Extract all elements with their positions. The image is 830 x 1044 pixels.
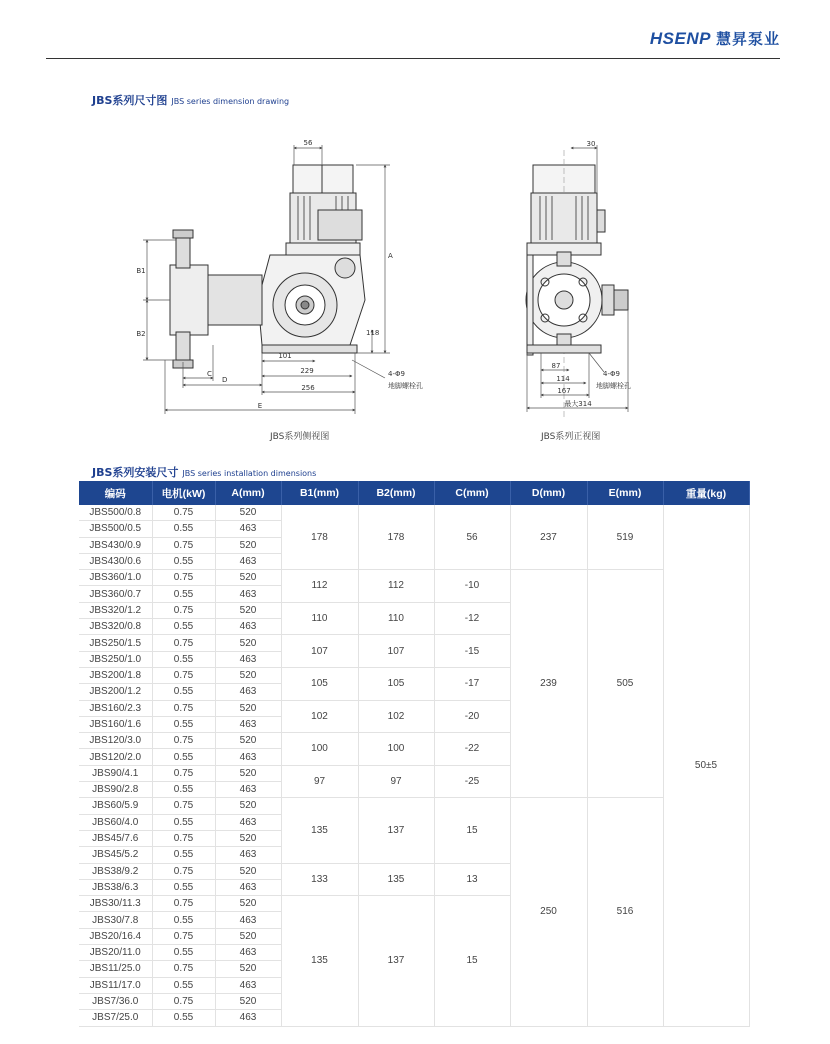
label-max314: 最大314	[564, 400, 592, 408]
cell-a: 520	[215, 602, 281, 618]
label-anchor-front: 地脚螺栓孔	[596, 382, 631, 390]
cell-d: 237	[510, 505, 587, 570]
cell-a: 520	[215, 798, 281, 814]
side-view-caption: JBS系列侧视图	[270, 432, 330, 442]
table-row	[79, 570, 749, 586]
cell-b2: 112	[358, 570, 434, 603]
cell-c: 15	[434, 896, 510, 1026]
cell-c: -25	[434, 765, 510, 798]
cell-motor: 0.75	[152, 928, 215, 944]
cell-motor: 0.75	[152, 700, 215, 716]
cell-code: JBS320/0.8	[79, 619, 152, 635]
cell-code: JBS500/0.5	[79, 521, 152, 537]
cell-motor: 0.55	[152, 977, 215, 993]
label-holes-side: 4-Φ9	[388, 370, 405, 378]
cell-code: JBS30/7.8	[79, 912, 152, 928]
cell-motor: 0.55	[152, 619, 215, 635]
cell-a: 463	[215, 521, 281, 537]
cell-a: 463	[215, 977, 281, 993]
column-header: E(mm)	[587, 481, 663, 505]
cell-a: 520	[215, 733, 281, 749]
cell-b2: 137	[358, 896, 434, 1026]
drawing-title-en: JBS series dimension drawing	[171, 97, 290, 106]
cell-motor: 0.75	[152, 505, 215, 521]
label-118: 118	[366, 329, 380, 337]
cell-motor: 0.55	[152, 716, 215, 732]
label-holes-front: 4-Φ9	[603, 370, 620, 378]
cell-b1: 135	[281, 798, 358, 863]
cell-a: 520	[215, 961, 281, 977]
cell-motor: 0.55	[152, 553, 215, 569]
label-87: 87	[551, 362, 561, 370]
cell-a: 520	[215, 700, 281, 716]
cell-a: 463	[215, 782, 281, 798]
cell-c: -17	[434, 667, 510, 700]
cell-b1: 135	[281, 896, 358, 1026]
cell-motor: 0.75	[152, 667, 215, 683]
label-anchor-side: 地脚螺栓孔	[388, 382, 423, 390]
cell-a: 463	[215, 814, 281, 830]
cell-a: 463	[215, 749, 281, 765]
cell-b1: 102	[281, 700, 358, 733]
front-view-drawing	[526, 145, 628, 420]
cell-d: 239	[510, 570, 587, 798]
cell-weight: 50±5	[663, 505, 749, 1026]
drawing-title-cn: JBS系列尺寸图	[92, 94, 168, 107]
cell-motor: 0.55	[152, 847, 215, 863]
table-title-cn: JBS系列安装尺寸	[92, 466, 179, 479]
cell-code: JBS38/6.3	[79, 879, 152, 895]
cell-code: JBS11/25.0	[79, 961, 152, 977]
cell-motor: 0.55	[152, 782, 215, 798]
cell-code: JBS30/11.3	[79, 896, 152, 912]
cell-motor: 0.75	[152, 798, 215, 814]
cell-code: JBS45/5.2	[79, 847, 152, 863]
cell-motor: 0.75	[152, 635, 215, 651]
cell-code: JBS500/0.8	[79, 505, 152, 521]
cell-a: 520	[215, 667, 281, 683]
cell-a: 520	[215, 830, 281, 846]
cell-b1: 100	[281, 733, 358, 766]
cell-a: 463	[215, 553, 281, 569]
cell-code: JBS90/2.8	[79, 782, 152, 798]
cell-b2: 135	[358, 863, 434, 896]
cell-a: 520	[215, 896, 281, 912]
cell-b1: 107	[281, 635, 358, 668]
cell-a: 463	[215, 619, 281, 635]
cell-a: 520	[215, 993, 281, 1009]
column-header: 编码	[79, 481, 152, 505]
cell-motor: 0.75	[152, 896, 215, 912]
label-114: 114	[556, 375, 570, 383]
cell-b2: 97	[358, 765, 434, 798]
cell-a: 520	[215, 863, 281, 879]
cell-motor: 0.75	[152, 993, 215, 1009]
label-B2: B2	[136, 330, 146, 338]
cell-motor: 0.75	[152, 537, 215, 553]
label-C: C	[207, 370, 212, 378]
label-101: 101	[278, 352, 292, 360]
cell-a: 520	[215, 505, 281, 521]
cell-b1: 133	[281, 863, 358, 896]
cell-a: 520	[215, 928, 281, 944]
cell-motor: 0.75	[152, 863, 215, 879]
cell-code: JBS7/36.0	[79, 993, 152, 1009]
cell-b1: 178	[281, 505, 358, 570]
cell-b2: 178	[358, 505, 434, 570]
label-256: 256	[301, 384, 315, 392]
label-D: D	[222, 376, 228, 384]
column-header: A(mm)	[215, 481, 281, 505]
cell-code: JBS360/0.7	[79, 586, 152, 602]
cell-code: JBS200/1.8	[79, 667, 152, 683]
cell-motor: 0.75	[152, 733, 215, 749]
table-body	[79, 505, 749, 1026]
cell-b1: 112	[281, 570, 358, 603]
dimension-drawing	[0, 0, 830, 460]
cell-code: JBS430/0.6	[79, 553, 152, 569]
cell-code: JBS120/3.0	[79, 733, 152, 749]
label-B1: B1	[136, 267, 146, 275]
cell-code: JBS160/2.3	[79, 700, 152, 716]
cell-code: JBS38/9.2	[79, 863, 152, 879]
cell-c: -15	[434, 635, 510, 668]
cell-b2: 137	[358, 798, 434, 863]
cell-c: -10	[434, 570, 510, 603]
table-row	[79, 505, 749, 521]
column-header: B2(mm)	[358, 481, 434, 505]
cell-motor: 0.75	[152, 602, 215, 618]
front-view-caption: JBS系列正视图	[541, 432, 601, 442]
cell-a: 463	[215, 879, 281, 895]
table-title-en: JBS series installation dimensions	[182, 469, 317, 478]
table-row	[79, 798, 749, 814]
cell-c: 13	[434, 863, 510, 896]
column-header: 重量(kg)	[663, 481, 749, 505]
cell-a: 463	[215, 716, 281, 732]
installation-dimensions-table	[79, 481, 750, 1027]
cell-c: 56	[434, 505, 510, 570]
cell-motor: 0.75	[152, 765, 215, 781]
label-229: 229	[300, 367, 314, 375]
cell-motor: 0.55	[152, 1010, 215, 1026]
cell-motor: 0.55	[152, 814, 215, 830]
cell-b2: 107	[358, 635, 434, 668]
cell-e: 519	[587, 505, 663, 570]
cell-c: -20	[434, 700, 510, 733]
table-header-row	[79, 481, 749, 505]
cell-code: JBS360/1.0	[79, 570, 152, 586]
cell-code: JBS60/4.0	[79, 814, 152, 830]
cell-motor: 0.55	[152, 651, 215, 667]
cell-b2: 110	[358, 602, 434, 635]
cell-a: 463	[215, 651, 281, 667]
cell-code: JBS120/2.0	[79, 749, 152, 765]
cell-a: 463	[215, 847, 281, 863]
column-header: 电机(kW)	[152, 481, 215, 505]
cell-a: 463	[215, 684, 281, 700]
cell-code: JBS20/11.0	[79, 945, 152, 961]
cell-code: JBS90/4.1	[79, 765, 152, 781]
cell-b1: 110	[281, 602, 358, 635]
cell-code: JBS430/0.9	[79, 537, 152, 553]
label-A: A	[388, 252, 393, 260]
label-167: 167	[557, 387, 571, 395]
cell-c: 15	[434, 798, 510, 863]
cell-motor: 0.75	[152, 830, 215, 846]
cell-code: JBS250/1.5	[79, 635, 152, 651]
cell-a: 463	[215, 586, 281, 602]
label-56: 56	[303, 139, 313, 147]
cell-d: 250	[510, 798, 587, 1026]
cell-motor: 0.55	[152, 912, 215, 928]
table-section-title	[92, 464, 316, 480]
cell-motor: 0.55	[152, 586, 215, 602]
side-view-drawing	[143, 145, 390, 414]
cell-code: JBS7/25.0	[79, 1010, 152, 1026]
cell-motor: 0.55	[152, 945, 215, 961]
cell-code: JBS320/1.2	[79, 602, 152, 618]
cell-code: JBS250/1.0	[79, 651, 152, 667]
cell-motor: 0.55	[152, 684, 215, 700]
cell-a: 463	[215, 945, 281, 961]
cell-b2: 100	[358, 733, 434, 766]
cell-b2: 105	[358, 667, 434, 700]
cell-motor: 0.55	[152, 521, 215, 537]
cell-code: JBS45/7.6	[79, 830, 152, 846]
cell-motor: 0.55	[152, 749, 215, 765]
column-header: C(mm)	[434, 481, 510, 505]
cell-code: JBS20/16.4	[79, 928, 152, 944]
cell-b1: 105	[281, 667, 358, 700]
cell-code: JBS11/17.0	[79, 977, 152, 993]
cell-c: -12	[434, 602, 510, 635]
column-header: B1(mm)	[281, 481, 358, 505]
cell-code: JBS160/1.6	[79, 716, 152, 732]
logo-cn: 慧昇泵业	[715, 31, 780, 48]
cell-e: 516	[587, 798, 663, 1026]
label-30: 30	[586, 140, 596, 148]
cell-c: -22	[434, 733, 510, 766]
cell-a: 463	[215, 912, 281, 928]
label-E: E	[257, 402, 263, 410]
cell-b1: 97	[281, 765, 358, 798]
cell-a: 520	[215, 765, 281, 781]
cell-e: 505	[587, 570, 663, 798]
cell-code: JBS60/5.9	[79, 798, 152, 814]
column-header: D(mm)	[510, 481, 587, 505]
cell-a: 463	[215, 1010, 281, 1026]
cell-motor: 0.55	[152, 879, 215, 895]
cell-a: 520	[215, 635, 281, 651]
logo-en: HSENP	[649, 28, 711, 48]
cell-code: JBS200/1.2	[79, 684, 152, 700]
cell-motor: 0.75	[152, 570, 215, 586]
cell-a: 520	[215, 537, 281, 553]
cell-b2: 102	[358, 700, 434, 733]
cell-a: 520	[215, 570, 281, 586]
cell-motor: 0.75	[152, 961, 215, 977]
